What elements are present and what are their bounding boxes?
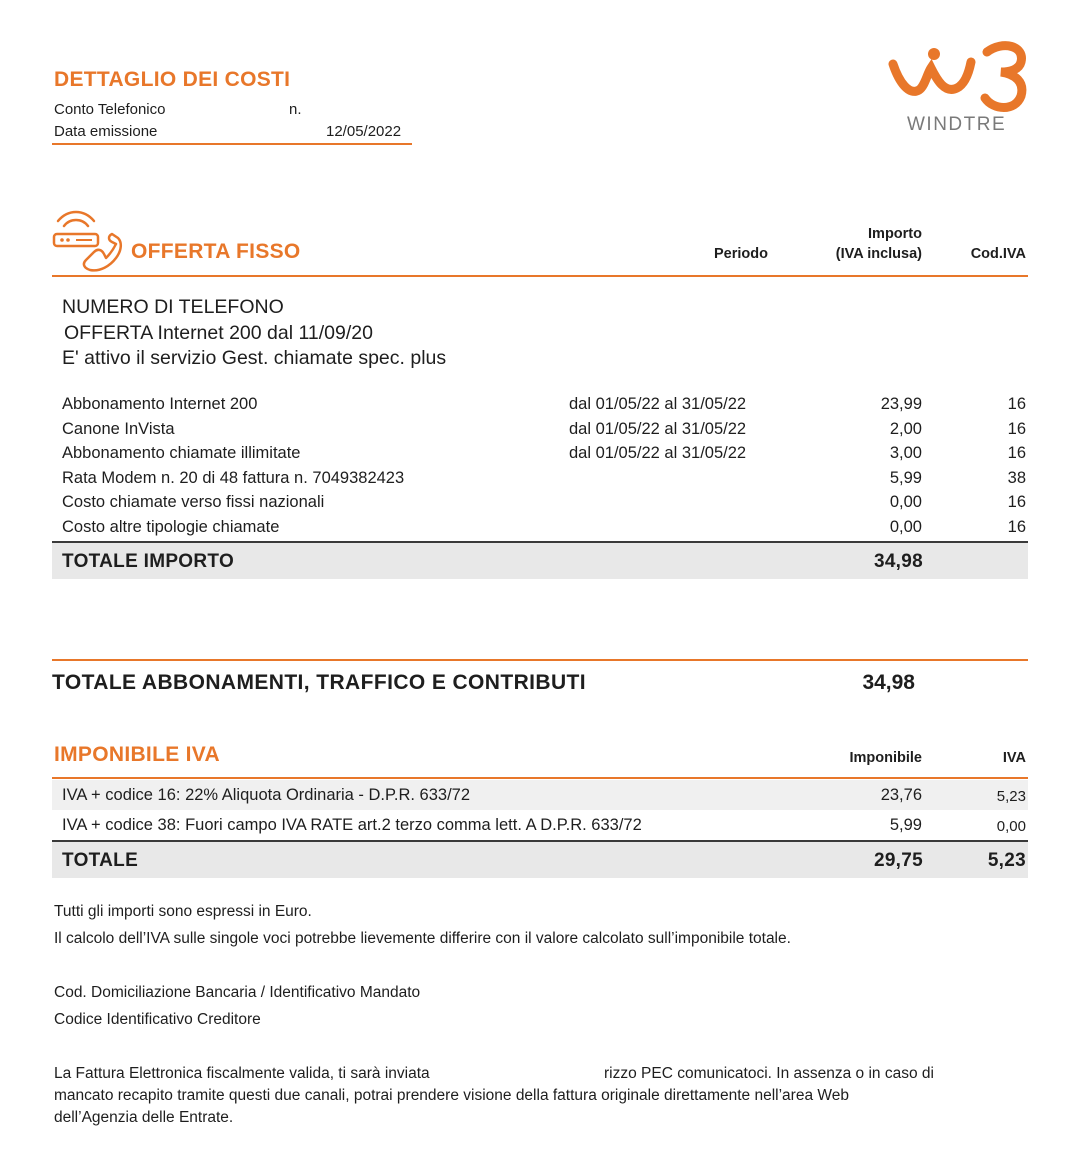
numero-telefono-line: NUMERO DI TELEFONO: [62, 296, 284, 318]
item-importo: 3,00: [889, 444, 922, 462]
item-cod: 16: [1007, 420, 1026, 438]
item-cod: 16: [1007, 493, 1026, 511]
item-importo: 2,00: [889, 420, 922, 438]
totale-importo-value: 34,98: [873, 551, 923, 572]
servizio-line: E' attivo il servizio Gest. chiamate spec. plus: [62, 347, 447, 369]
item-periodo: dal 01/05/22 al 31/05/22: [569, 444, 747, 462]
totale-label: TOTALE: [62, 850, 139, 871]
item-desc: Canone InVista: [62, 420, 175, 438]
page-title: DETTAGLIO DEI COSTI: [54, 68, 291, 91]
note-euro: Tutti gli importi sono espressi in Euro.: [54, 903, 312, 920]
iva-value: 5,23: [996, 788, 1026, 805]
item-importo: 0,00: [889, 493, 922, 511]
imponibile-divider: [52, 777, 1028, 779]
totale-abbonamenti-divider: [52, 659, 1028, 661]
item-importo: 0,00: [889, 518, 922, 536]
line-item: [62, 493, 1028, 517]
item-periodo: dal 01/05/22 al 31/05/22: [569, 420, 747, 438]
offerta-divider: [52, 275, 1028, 277]
line-item: [62, 444, 1028, 468]
totale-importo-label: TOTALE IMPORTO: [62, 551, 235, 572]
item-desc: Costo chiamate verso fissi nazionali: [62, 493, 325, 511]
col-imponibile: Imponibile: [849, 750, 922, 766]
item-cod: 16: [1007, 444, 1026, 462]
item-cod: 16: [1007, 518, 1026, 536]
totale-abbonamenti-label: TOTALE ABBONAMENTI, TRAFFICO E CONTRIBUTI: [52, 671, 586, 694]
router-phone-icon: [50, 208, 124, 272]
item-importo: 5,99: [889, 469, 922, 487]
imponibile-iva-title: IMPONIBILE IVA: [54, 743, 220, 766]
note-calcolo-iva: Il calcolo dell’IVA sulle singole voci potrebbe lievemente differire con il valore calcolato sull’imponibile totale.: [54, 930, 791, 947]
item-desc: Costo altre tipologie chiamate: [62, 518, 280, 536]
windtre-logo-icon: [885, 36, 1035, 116]
brand-name: WINDTRE: [907, 114, 1007, 135]
line-item: [62, 395, 1028, 419]
col-iva: IVA: [1002, 750, 1026, 766]
note-recapito: mancato recapito tramite questi due canali, potrai prendere visione della fattura originale direttamente nell’area Web: [54, 1087, 849, 1104]
col-importo-2: (IVA inclusa): [835, 246, 922, 262]
note-fattura-elettronica: La Fattura Elettronica fiscalmente valida, ti sarà inviata: [54, 1065, 430, 1082]
iva-desc: IVA + codice 16: 22% Aliquota Ordinaria - D.P.R. 633/72: [62, 786, 471, 804]
iva-desc: IVA + codice 38: Fuori campo IVA RATE art.2 terzo comma lett. A D.P.R. 633/72: [62, 816, 642, 834]
iva-imponibile: 5,99: [889, 816, 922, 834]
line-item: [62, 469, 1028, 493]
iva-row: [62, 786, 1028, 810]
col-periodo: Periodo: [714, 246, 768, 262]
offerta-fisso-title: OFFERTA FISSO: [131, 240, 301, 263]
data-emissione-value: 12/05/2022: [326, 123, 402, 140]
note-creditore: Codice Identificativo Creditore: [54, 1011, 261, 1028]
conto-label: Conto Telefonico: [54, 101, 166, 118]
totale-iva: 5,23: [987, 850, 1026, 871]
col-importo-1: Importo: [868, 226, 922, 242]
line-item: [62, 518, 1028, 542]
totale-imponibile: 29,75: [873, 850, 923, 871]
iva-row: [62, 816, 1028, 840]
item-importo: 23,99: [880, 395, 922, 413]
offerta-internet-line: OFFERTA Internet 200 dal 11/09/20: [64, 322, 373, 344]
item-desc: Abbonamento Internet 200: [62, 395, 258, 413]
col-codiva: Cod.IVA: [970, 246, 1026, 262]
line-item: [62, 420, 1028, 444]
note-domiciliazione: Cod. Domiciliazione Bancaria / Identificativo Mandato: [54, 984, 421, 1001]
header-divider: [52, 143, 412, 145]
item-desc: Abbonamento chiamate illimitate: [62, 444, 301, 462]
item-periodo: dal 01/05/22 al 31/05/22: [569, 395, 747, 413]
item-desc: Rata Modem n. 20 di 48 fattura n. 7049382423: [62, 469, 405, 487]
iva-value: 0,00: [996, 818, 1026, 835]
totale-abbonamenti-value: 34,98: [862, 671, 915, 694]
note-fattura-elettronica-cont: rizzo PEC comunicatoci. In assenza o in caso di: [604, 1065, 934, 1082]
windtre-logo: [885, 36, 1035, 136]
iva-imponibile: 23,76: [880, 786, 922, 804]
note-agenzia: dell’Agenzia delle Entrate.: [54, 1109, 234, 1126]
data-emissione-label: Data emissione: [54, 123, 158, 140]
item-cod: 16: [1007, 395, 1026, 413]
item-cod: 38: [1007, 469, 1026, 487]
conto-number-label: n.: [289, 101, 302, 118]
